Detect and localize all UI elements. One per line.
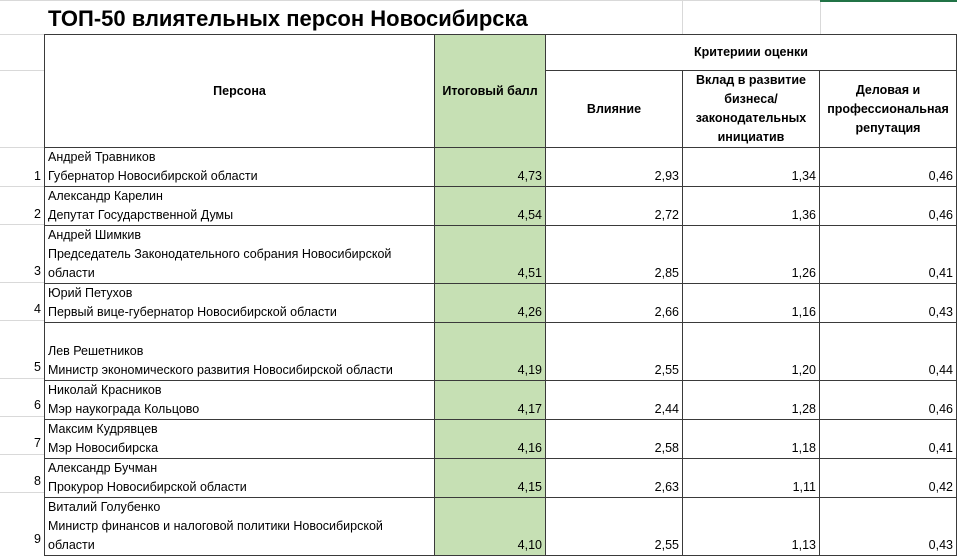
person-cell[interactable] <box>45 381 435 420</box>
gridline <box>0 416 44 417</box>
person-cell[interactable] <box>45 284 435 323</box>
person-cell[interactable] <box>45 420 435 459</box>
influence-cell[interactable]: 2,72 <box>546 187 683 226</box>
ranking-table <box>44 34 957 556</box>
reputation-cell[interactable]: 0,46 <box>820 148 957 187</box>
person-position: Депутат Государственной Думы <box>48 208 234 222</box>
person-name: Николай Красников <box>48 383 162 397</box>
person-position: Первый вице-губернатор Новосибирской области <box>48 305 337 319</box>
person-name: Александр Карелин <box>48 189 163 203</box>
influence-cell[interactable]: 2,55 <box>546 323 683 381</box>
table-row[interactable] <box>45 284 957 323</box>
person-cell[interactable] <box>45 148 435 187</box>
gridline <box>820 0 821 34</box>
header-contribution[interactable]: Вклад в развитие бизнеса/ законодательных инициатив <box>683 71 820 148</box>
reputation-cell[interactable]: 0,41 <box>820 226 957 284</box>
gridline <box>0 0 957 1</box>
total-score-cell[interactable]: 4,26 <box>435 284 546 323</box>
influence-cell[interactable]: 2,58 <box>546 420 683 459</box>
reputation-cell[interactable]: 0,46 <box>820 381 957 420</box>
table-row[interactable] <box>45 381 957 420</box>
reputation-cell[interactable]: 0,43 <box>820 498 957 556</box>
reputation-cell[interactable]: 0,43 <box>820 284 957 323</box>
influence-cell[interactable]: 2,93 <box>546 148 683 187</box>
table-row[interactable] <box>45 187 957 226</box>
gridline <box>0 378 44 379</box>
gridline <box>0 282 44 283</box>
influence-cell[interactable]: 2,44 <box>546 381 683 420</box>
rank-number[interactable]: 1 <box>34 169 41 183</box>
table-row[interactable] <box>45 226 957 284</box>
gridline <box>682 0 683 34</box>
table-row[interactable] <box>45 459 957 498</box>
person-name: Александр Бучман <box>48 461 158 475</box>
contribution-cell[interactable]: 1,13 <box>683 498 820 556</box>
person-name: Виталий Голубенко <box>48 500 161 514</box>
total-score-cell[interactable]: 4,54 <box>435 187 546 226</box>
contribution-cell[interactable]: 1,18 <box>683 420 820 459</box>
influence-cell[interactable]: 2,66 <box>546 284 683 323</box>
contribution-cell[interactable]: 1,36 <box>683 187 820 226</box>
sheet-title: ТОП-50 влиятельных персон Новосибирска <box>48 6 528 31</box>
gridline <box>0 320 44 321</box>
influence-cell[interactable]: 2,63 <box>546 459 683 498</box>
header-influence[interactable]: Влияние <box>546 71 683 148</box>
rank-number[interactable]: 4 <box>34 302 41 316</box>
total-score-cell[interactable]: 4,17 <box>435 381 546 420</box>
rank-number[interactable]: 7 <box>34 436 41 450</box>
rank-number[interactable]: 2 <box>34 207 41 221</box>
influence-cell[interactable]: 2,55 <box>546 498 683 556</box>
person-position: Министр финансов и налоговой политики Новосибирской области <box>48 519 383 552</box>
person-position: Председатель Законодательного собрания Новосибирской области <box>48 247 392 280</box>
person-cell[interactable] <box>45 323 435 381</box>
person-position: Прокурор Новосибирской области <box>48 480 247 494</box>
reputation-cell[interactable]: 0,41 <box>820 420 957 459</box>
selected-cell-indicator <box>820 0 957 2</box>
gridline <box>0 224 44 225</box>
contribution-cell[interactable]: 1,11 <box>683 459 820 498</box>
total-score-cell[interactable]: 4,10 <box>435 498 546 556</box>
person-name: Юрий Петухов <box>48 286 133 300</box>
person-position: Мэр Новосибирска <box>48 441 159 455</box>
table-row[interactable] <box>45 323 957 381</box>
table-row[interactable] <box>45 420 957 459</box>
gridline <box>0 492 44 493</box>
rank-number[interactable]: 3 <box>34 264 41 278</box>
contribution-cell[interactable]: 1,20 <box>683 323 820 381</box>
rank-number[interactable]: 8 <box>34 474 41 488</box>
rank-number[interactable]: 6 <box>34 398 41 412</box>
contribution-cell[interactable]: 1,26 <box>683 226 820 284</box>
contribution-cell[interactable]: 1,34 <box>683 148 820 187</box>
person-name: Лев Решетников <box>48 344 144 358</box>
reputation-cell[interactable]: 0,42 <box>820 459 957 498</box>
influence-cell[interactable]: 2,85 <box>546 226 683 284</box>
header-person[interactable]: Персона <box>45 35 435 148</box>
person-position: Мэр наукограда Кольцово <box>48 402 200 416</box>
total-score-cell[interactable]: 4,73 <box>435 148 546 187</box>
header-reputation[interactable]: Деловая и профессиональная репутация <box>820 71 957 148</box>
total-score-cell[interactable]: 4,16 <box>435 420 546 459</box>
person-cell[interactable] <box>45 459 435 498</box>
gridline <box>0 147 44 148</box>
person-name: Максим Кудрявцев <box>48 422 158 436</box>
reputation-cell[interactable]: 0,46 <box>820 187 957 226</box>
table-row[interactable] <box>45 498 957 556</box>
rank-number[interactable]: 5 <box>34 360 41 374</box>
gridline <box>0 186 44 187</box>
contribution-cell[interactable]: 1,16 <box>683 284 820 323</box>
person-cell[interactable] <box>45 498 435 556</box>
contribution-cell[interactable]: 1,28 <box>683 381 820 420</box>
person-name: Андрей Травников <box>48 150 156 164</box>
total-score-cell[interactable]: 4,51 <box>435 226 546 284</box>
person-position: Министр экономического развития Новосибирской области <box>48 363 393 377</box>
rank-number[interactable]: 9 <box>34 532 41 546</box>
header-total-score[interactable]: Итоговый балл <box>435 35 546 148</box>
total-score-cell[interactable]: 4,19 <box>435 323 546 381</box>
total-score-cell[interactable]: 4,15 <box>435 459 546 498</box>
person-position: Губернатор Новосибирской области <box>48 169 258 183</box>
person-cell[interactable] <box>45 187 435 226</box>
person-cell[interactable] <box>45 226 435 284</box>
gridline <box>0 70 44 71</box>
person-name: Андрей Шимкив <box>48 228 142 242</box>
header-criteria-group[interactable]: Критериии оценки <box>546 35 957 71</box>
reputation-cell[interactable]: 0,44 <box>820 323 957 381</box>
gridline <box>0 454 44 455</box>
table-row[interactable] <box>45 148 957 187</box>
